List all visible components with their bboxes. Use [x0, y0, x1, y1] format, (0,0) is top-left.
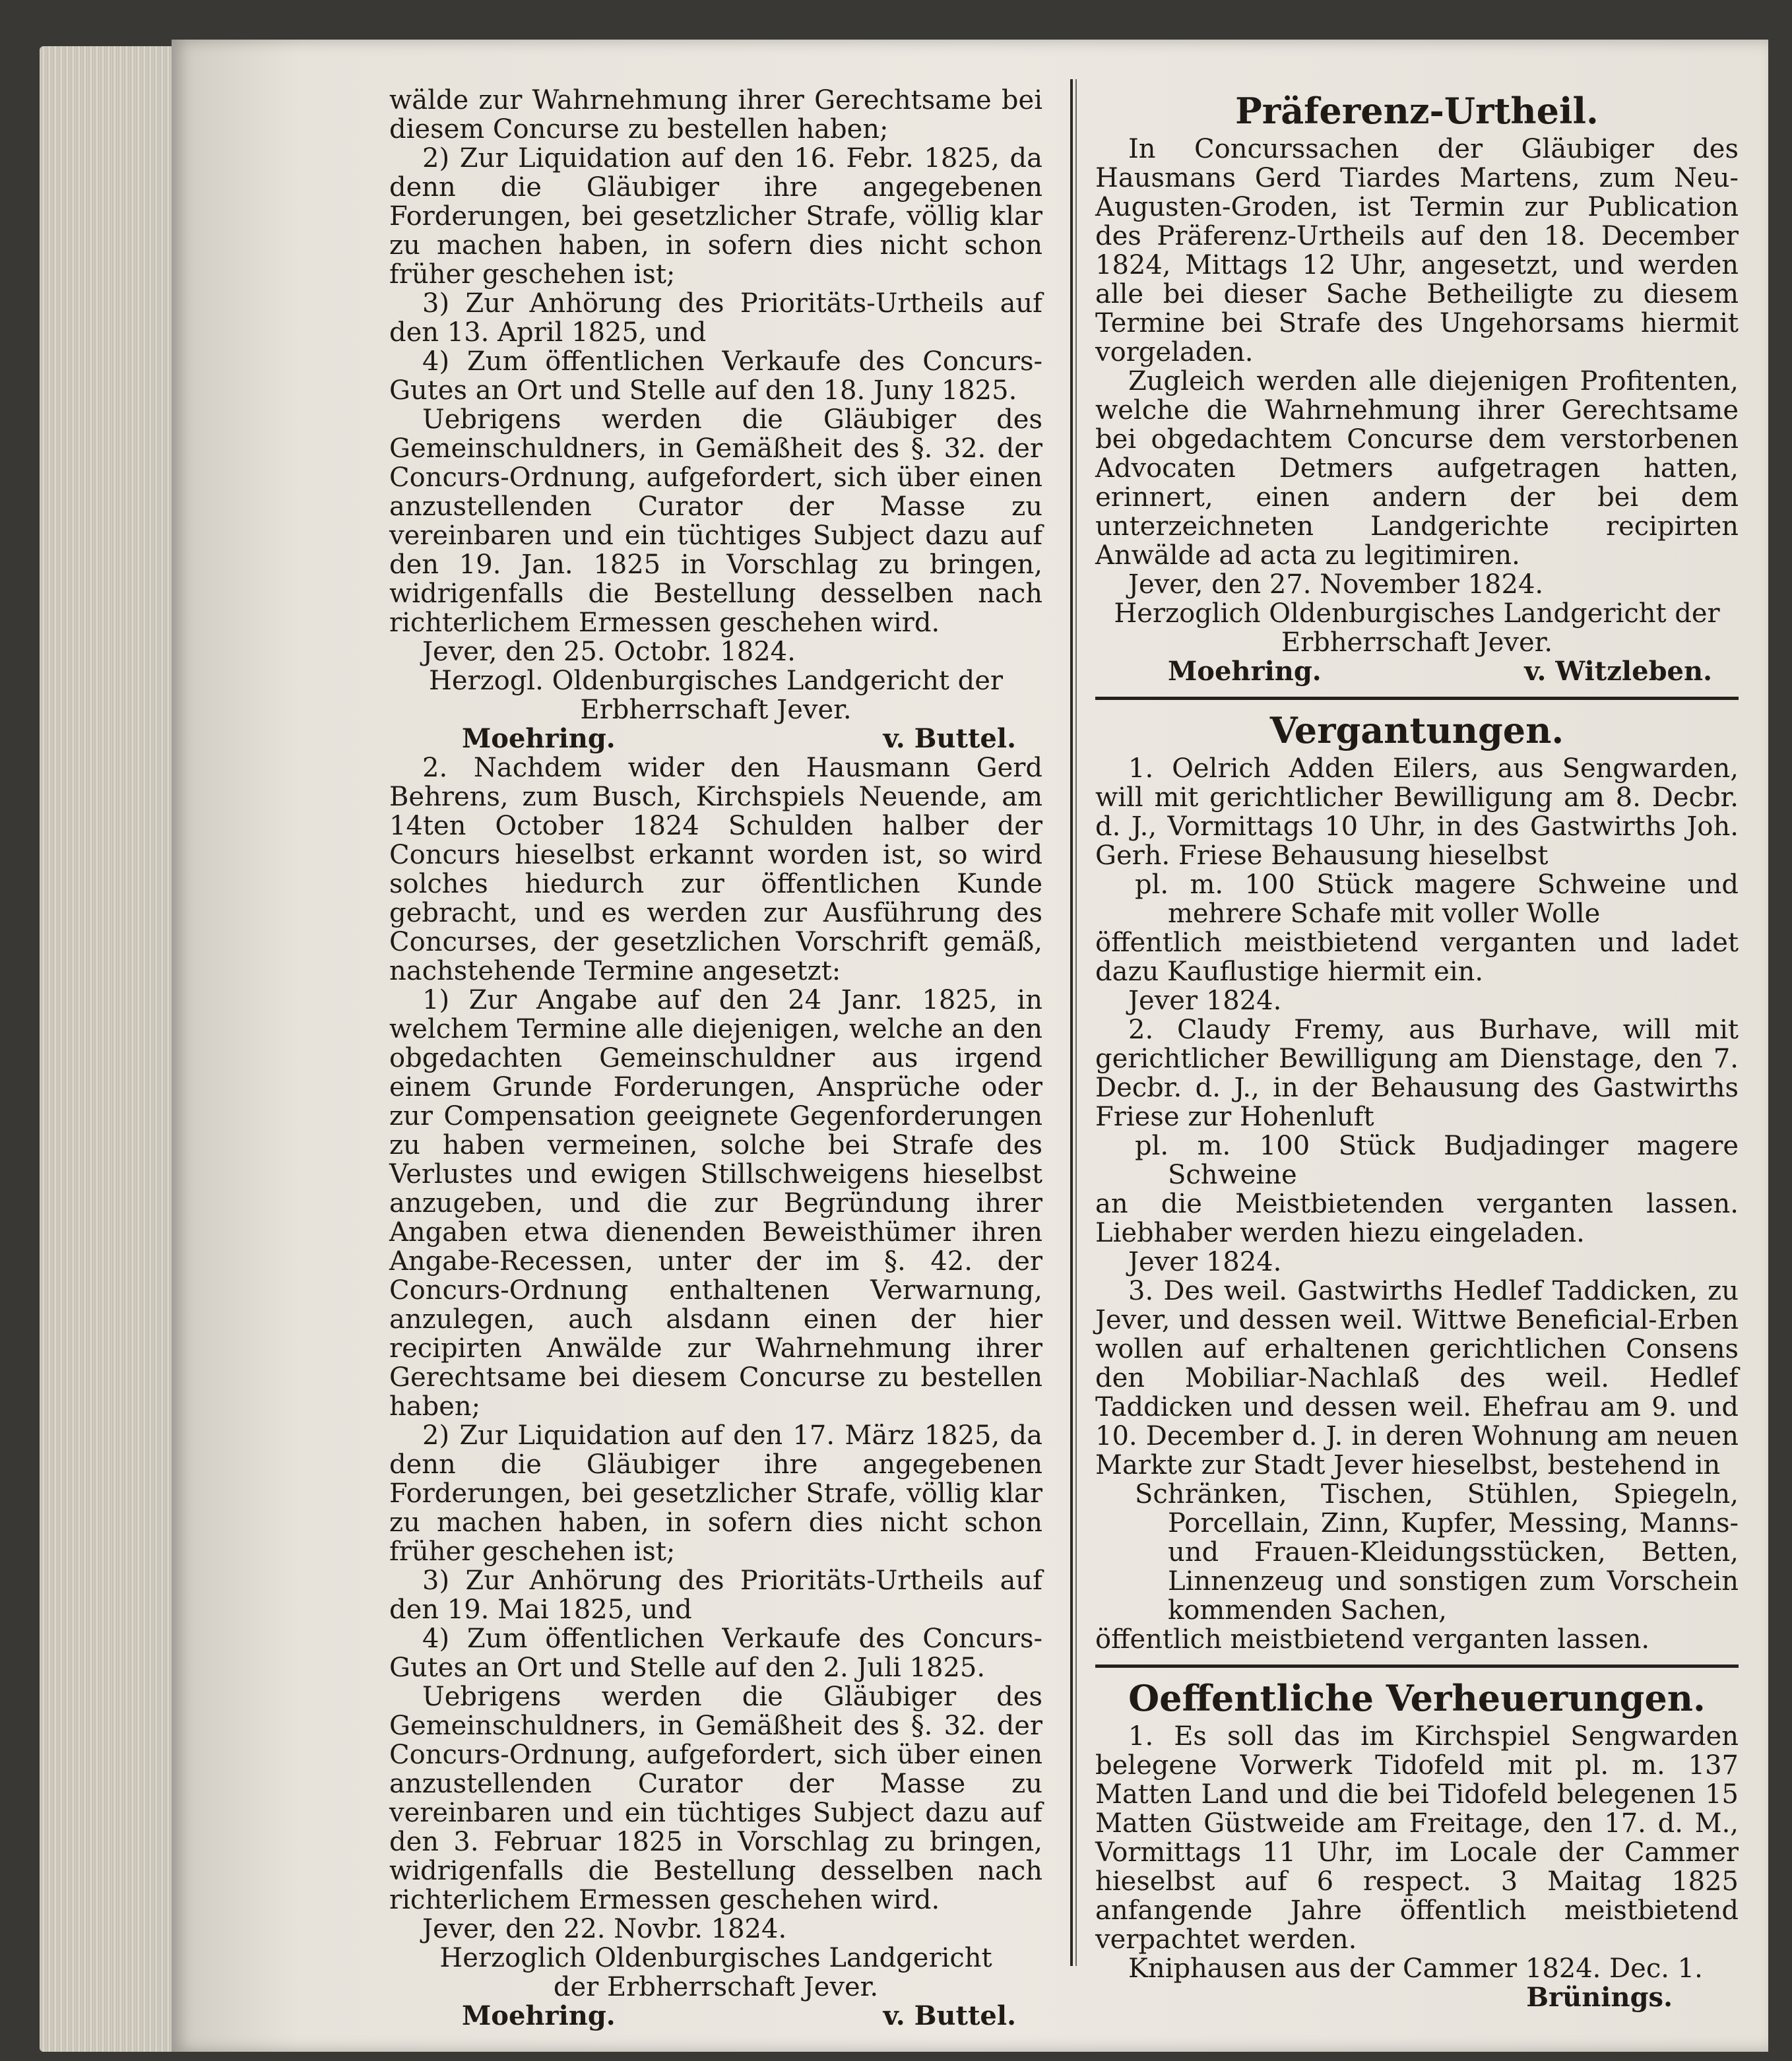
signature-right: v. Witzleben. [1524, 656, 1712, 687]
item-list: pl. m. 100 Stück Budjadinger magere Schweine [1135, 1131, 1739, 1190]
paragraph: Zugleich werden alle diejenigen Profitenten, welche die Wahrnehmung ihrer Gerechtsame bei obgedachtem Concurse dem verstorbenen Advocaten Detmers aufgetragen hatten, erinnert, einen andern der bei dem unterzeichneten Landgerichte recipirten Anwälde ad acta zu legitimiren. [1095, 366, 1739, 571]
signature: Brünings. [1526, 1982, 1673, 2013]
section-rule [1095, 697, 1739, 700]
paragraph: 3) Zur Anhörung des Prioritäts-Urtheils auf den 13. April 1825, und [389, 288, 1042, 348]
paragraph: wälde zur Wahrnehmung ihrer Gerechtsame bei diesem Concurse zu bestellen haben; [389, 85, 1042, 144]
section-heading: Vergantungen. [1269, 709, 1564, 751]
section-heading: Präferenz-Urtheil. [1235, 90, 1599, 132]
court-name: Herzoglich Oldenburgisches Landgericht [439, 1943, 992, 1973]
signature-left: Moehring. [462, 2000, 616, 2031]
paragraph: Uebrigens werden die Gläubiger des Gemeinschuldners, in Gemäßheit des §. 32. der Concurs-Ordnung, aufgefordert, sich über einen anzustellenden Curator der Masse zu vereinbaren und ein tüchtiges Subject dazu auf den 19. Jan. 1825 in Vorschlag zu bringen, widrigenfalls die Bestellung desselben nach richterlichem Ermessen geschehen wird. [389, 404, 1042, 638]
court-name: Herzogl. Oldenburgisches Landgericht der [428, 666, 1004, 696]
court-name: Herzoglich Oldenburgisches Landgericht der [1114, 598, 1720, 629]
date-line: Jever 1824. [1128, 1247, 1282, 1277]
signature-line [389, 724, 1042, 753]
signature-line [389, 2002, 1042, 2031]
book-page-edges [40, 46, 191, 2052]
section-rule [1095, 1665, 1739, 1668]
paragraph: öffentlich meistbietend verganten und ladet dazu Kauflustige hiermit ein. [1095, 928, 1739, 987]
item-list: pl. m. 100 Stück magere Schweine und mehrere Schafe mit voller Wolle [1135, 870, 1739, 929]
left-column [389, 86, 1042, 2031]
column-divider [1070, 79, 1073, 1966]
paragraph: In Concurssachen der Gläubiger des Hausmans Gerd Tiardes Martens, zum Neu-Augusten-Groden, ist Termin zur Publication des Präferenz-Urtheils auf den 18. December 1824, Mittags 12 Uhr, angesetzt, und werden alle bei dieser Sache Betheiligte zu diesem Termine bei Strafe des Ungehorsams hiermit vorgeladen. [1095, 134, 1739, 367]
court-name: der Erbherrschaft Jever. [553, 1972, 879, 2002]
paragraph: an die Meistbietenden verganten lassen. Liebhaber werden hiezu eingeladen. [1095, 1189, 1739, 1248]
paragraph: 3. Des weil. Gastwirths Hedlef Taddicken, zu Jever, und dessen weil. Wittwe Beneficial-Erben wollen auf erhaltenen gerichtlichen Consens den Mobiliar-Nachlaß des weil. Hedlef Taddicken und dessen weil. Ehefrau am 9. und 10. December d. J. in deren Wohnung am neuen Markte zur Stadt Jever hieselbst, bestehend in [1095, 1276, 1739, 1480]
date-line: Jever, den 27. November 1824. [1128, 569, 1544, 600]
paragraph: 4) Zum öffentlichen Verkaufe des Concurs-Gutes an Ort und Stelle auf den 18. Juny 1825. [389, 346, 1042, 406]
paragraph: 4) Zum öffentlichen Verkaufe des Concurs-Gutes an Ort und Stelle auf den 2. Juli 1825. [389, 1624, 1042, 1683]
court-name: Erbherrschaft Jever. [580, 695, 852, 725]
paragraph: 3) Zur Anhörung des Prioritäts-Urtheils auf den 19. Mai 1825, und [389, 1566, 1042, 1625]
paragraph: 2. Nachdem wider den Hausmann Gerd Behrens, zum Busch, Kirchspiels Neuende, am 14ten October 1824 Schulden halber der Concurs hieselbst erkannt worden ist, so wird solches hiedurch zur öffentlichen Kunde gebracht, und es werden zur Ausführung des Concurses, der gesetzlichen Vorschrift gemäß, nachstehende Termine angesetzt: [389, 753, 1042, 986]
signature-right: v. Buttel. [883, 723, 1016, 754]
paragraph: 1) Zur Angabe auf den 24 Janr. 1825, in welchem Termine alle diejenigen, welche an den obgedachten Gemeinschuldner aus irgend einem Grunde Forderungen, Ansprüche oder zur Compensation geeignete Gegenforderungen zu haben vermeinen, solche bei Strafe des Verlustes und ewigen Stillschweigens hieselbst anzugeben, und die zur Begründung ihrer Angaben etwa dienenden Beweisthümer ihren Angabe-Recessen, unter der im §. 42. der Concurs-Ordnung enthaltenen Verwarnung, anzulegen, auch alsdann einen der hier recipirten Anwälde zur Wahrnehmung ihrer Gerechtsame bei diesem Concurse zu bestellen haben; [389, 985, 1042, 1422]
paragraph: 2) Zur Liquidation auf den 16. Febr. 1825, da denn die Gläubiger ihre angegebenen Forderungen, bei gesetzlicher Strafe, völlig klar zu machen haben, in sofern dies nicht schon früher geschehen ist; [389, 143, 1042, 290]
paragraph: 2. Claudy Fremy, aus Burhave, will mit gerichtlicher Bewilligung am Dienstage, den 7. Decbr. d. J., in der Behausung des Gastwirths Friese zur Hohenluft [1095, 1015, 1739, 1132]
paragraph: Uebrigens werden die Gläubiger des Gemeinschuldners, in Gemäßheit des §. 32. der Concurs-Ordnung, aufgefordert, sich über einen anzustellenden Curator der Masse zu vereinbaren und ein tüchtiges Subject dazu auf den 3. Februar 1825 in Vorschlag zu bringen, widrigenfalls die Bestellung desselben nach richterlichem Ermessen geschehen wird. [389, 1682, 1042, 1915]
paragraph: 2) Zur Liquidation auf den 17. März 1825, da denn die Gläubiger ihre angegebenen Forderungen, bei gesetzlicher Strafe, völlig klar zu machen haben, in sofern dies nicht schon früher geschehen ist; [389, 1420, 1042, 1567]
paragraph: 1. Oelrich Adden Eilers, aus Sengwarden, will mit gerichtlicher Bewilligung am 8. Decbr. d. J., Vormittags 10 Uhr, in des Gastwirths Joh. Gerh. Friese Behausung hieselbst [1095, 753, 1739, 871]
item-list: Schränken, Tischen, Stühlen, Spiegeln, Porcellain, Zinn, Kupfer, Messing, Manns- und Frauen-Kleidungsstücken, Betten, Linnenzeug und sonstigen zum Vorschein kommenden Sachen, [1135, 1479, 1739, 1626]
column-divider-thin [1075, 79, 1077, 1966]
date-line: Jever, den 25. Octobr. 1824. [422, 637, 796, 667]
date-line: Jever, den 22. Novbr. 1824. [422, 1914, 787, 1944]
signature-right: v. Buttel. [883, 2000, 1016, 2031]
court-name: Erbherrschaft Jever. [1281, 627, 1553, 658]
signature-left: Moehring. [1168, 656, 1322, 687]
paragraph: 1. Es soll das im Kirchspiel Sengwarden belegene Vorwerk Tidofeld mit pl. m. 137 Matten Land und die bei Tidofeld belegenen 15 Matten Güstweide am Freitage, den 17. d. M., Vormittags 11 Uhr, im Locale der Cammer hieselbst auf 6 respect. 3 Maitag 1825 anfangende Jahre öffentlich meistbietend verpachtet werden. [1095, 1721, 1739, 1955]
paragraph: öffentlich meistbietend verganten lassen. [1095, 1624, 1650, 1655]
signature-left: Moehring. [462, 723, 616, 754]
date-line: Kniphausen aus der Cammer 1824. Dec. 1. [1128, 1953, 1703, 1984]
date-line: Jever 1824. [1128, 986, 1282, 1016]
right-column [1095, 86, 1739, 2012]
signature-line [1095, 657, 1739, 686]
section-heading: Oeffentliche Verheuerungen. [1128, 1677, 1706, 1719]
